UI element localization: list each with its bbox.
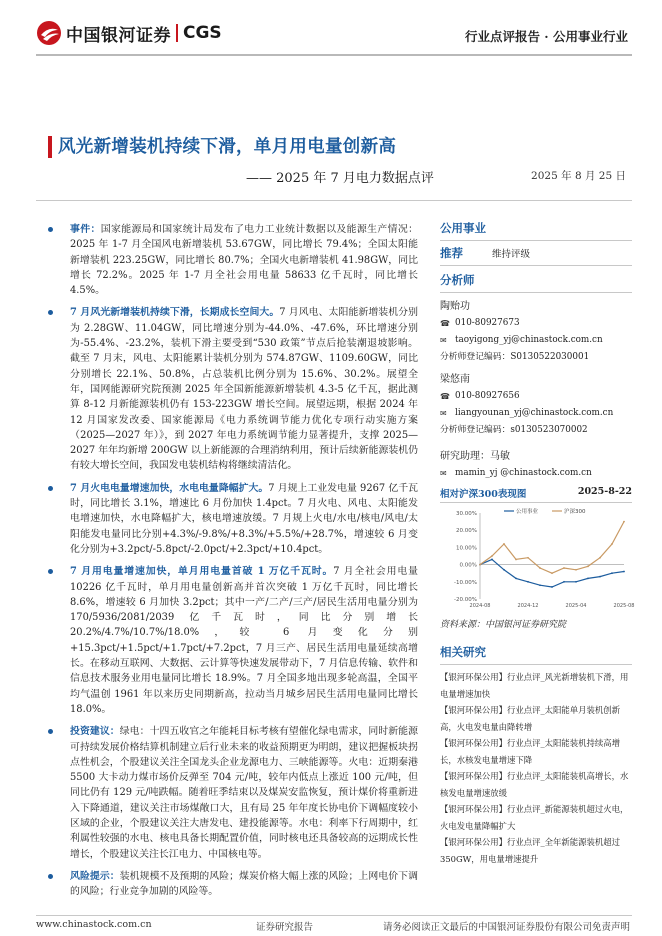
related-item[interactable]: 【银河环保公用】行业点评_太阳能单月装机创新高，火电发电量由降转增 (440, 705, 621, 732)
series-line-csi300 (480, 522, 624, 574)
bullet-heading: 风险提示： (70, 870, 120, 882)
bullet-dot-icon (48, 729, 53, 734)
email-icon: ✉ (440, 409, 447, 418)
bullet-body: 装机规模不及预期的风险；煤炭价格大幅上涨的风险；上网电价下调的风险；行业竞争加剧的风险等。 (70, 870, 418, 898)
y-tick-label: 20.00% (456, 528, 477, 535)
related-item[interactable]: 【银河环保公用】行业点评_新能源装机超过火电，火电发电量降幅扩大 (440, 804, 629, 831)
chart-header (440, 486, 632, 500)
title-accent-bar (48, 136, 52, 158)
y-tick-label: 10.00% (456, 545, 477, 552)
data-point (623, 571, 625, 573)
x-tick-label: 2025-08 (613, 603, 635, 609)
data-point (539, 584, 541, 586)
data-point (527, 581, 529, 583)
footer-website[interactable]: www.chinastock.com.cn (36, 919, 152, 930)
bullet-body: 7 月风电、太阳能新增装机分别为 2.28GW、11.04GW，同比增速分别为-44.0%、-47.6%，环比增速分别为-55.4%、-23.2%，装机下滑主要受到“530 政策”节点后抢装潮退坡影响。截至 7 月末，风电、太阳能累计装机分别为 574.87GW、1109.60GW，同比分别增长 22.1%、50.8%，占总装机比例分别为 15.6%、30.2%。展望全年，国网能源研究院预测 2025 年全国新能源新增装机 4.3-5 亿千瓦，据此测算 8-12 月新能源装机仍有 153-223GW 增长空间。展望远期，根据 2024 年 12 月国家发改委、国家能源局《电力系统调节能力优化专项行动实施方案（2025—2027 年）》，到 2027 年电力系统调节能力显著提升，支撑 2025—2027 年年均新增 200GW 以上新能源的合理消纳利用，预计后续新能源装机仍有较大增长空间，我国发电装机结构将继续清洁化。 (70, 307, 418, 472)
sidebar (440, 220, 635, 867)
related-item[interactable]: 【银河环保公用】行业点评_风光新增装机下滑，用电量增速加快 (440, 672, 629, 699)
analyst-email[interactable]: ✉ liangyounan_yj@chinastock.com.cn (440, 405, 632, 422)
y-tick-label: -20.00% (454, 597, 477, 603)
performance-chart-svg (440, 503, 635, 615)
company-logo (36, 18, 222, 48)
related-list (440, 669, 632, 867)
rating-label: 推荐 (440, 246, 463, 260)
data-point (551, 586, 553, 588)
sidebar-divider (440, 265, 632, 266)
bullet-body: 7 月规上工业发电量 9267 亿千瓦时，同比增长 3.1%，增速比 6 月份加快 1.4pct。7 月火电、风电、太阳能发电增速加快，水电降幅扩大，核电增速放缓。7 月规上火电/水电/核电/风电/太阳能发电量同比分别+4.3%/-9.8%/+8.3%/+5.5%/+28.7%，增速较 6 月变化分别为+3.2pct/-5.8pct/-2.0pct/+2.3pct/+10.4pct。 (70, 482, 418, 555)
footer-disclaimer: 请务必阅读正文最后的中国银河证券股份有限公司免责声明 (382, 922, 630, 933)
legend-label: 沪深300 (564, 509, 586, 515)
email-icon: ✉ (440, 336, 447, 345)
y-tick-label: 0.00% (459, 562, 477, 569)
sidebar-divider (440, 292, 632, 293)
data-point (587, 565, 589, 567)
logo-mark-icon (36, 20, 62, 46)
related-heading: 相关研究 (440, 645, 486, 659)
chart-source: 资料来源：中国银河证券研究院 (440, 620, 567, 630)
bullet-dot-icon (48, 310, 53, 315)
data-point (503, 569, 505, 571)
bullet-investment (44, 724, 418, 862)
related-item[interactable]: 【银河环保公用】行业点评_太阳能装机高增长，水核发电量增速放缓 (440, 771, 629, 798)
assistant-email[interactable]: ✉ mamin_yj @chinastock.com.cn (440, 465, 632, 482)
report-date: 2025 年 8 月 25 日 (531, 170, 626, 182)
sidebar-divider (440, 664, 632, 665)
analyst-email[interactable]: ✉ taoyigong_yj@chinastock.com.cn (440, 332, 632, 349)
bullet-heading: 事件： (70, 224, 101, 235)
bullet-heading: 投资建议： (70, 726, 120, 738)
chart-title: 相对沪深300表现图 (440, 489, 527, 500)
y-tick-label: 30.00% (456, 511, 477, 517)
data-point (611, 572, 613, 574)
data-point (515, 559, 517, 561)
bullet-dot-icon (48, 486, 53, 491)
logo-text-en: CGS (183, 23, 222, 43)
data-point (623, 521, 625, 523)
assistant-name: 研究助理：马敏 (440, 451, 510, 462)
analyst-name: 梁悠南 (440, 374, 470, 385)
bullet-risk (44, 869, 418, 900)
bullet-dot-icon (48, 227, 53, 232)
bullet-wind-solar (44, 305, 418, 473)
data-point (611, 543, 613, 545)
bullet-body: 绿电：十四五收官之年能耗目标考核有望催化绿电需求，同时新能源可持续发展价格结算机制建立后行业未来的收益预期更为明朗，建议把握板块拐点性机会，个股建议关注全国龙头企业龙源电力、三峡能源等。火电：近期秦港 5500 大卡动力煤市场价反弹至 704 元/吨，较年内低点上涨近 100 元/吨，但同比仍有 129 元/吨跌幅。随着旺季结束以及煤炭安监恢复，预计煤价将重新进入下降通道，建议关注市场煤敞口大，且有局 25 年年度长协电价下调幅度较小区域的企业，个股建议关注大唐发电、建投能源等。水电：利率下行周期中，红利属性较强的水电、核电具备长期配置价值，同时核电还具备较高的远期成长性增长，个股建议关注长江电力、中国核电等。 (70, 726, 418, 860)
x-tick-label: 2025-04 (565, 603, 587, 609)
analyst-cert: 分析师登记编码：S0130522030001 (440, 352, 590, 362)
data-point (491, 559, 493, 561)
related-item[interactable]: 【银河环保公用】行业点评_太阳能装机持续高增长，水核发电量增速下降 (440, 738, 621, 765)
phone-icon: ☎ (440, 319, 450, 328)
summary-column (44, 222, 418, 906)
data-point (551, 572, 553, 574)
page-title: 风光新增装机持续下滑，单月用电量创新高 (58, 137, 397, 157)
x-tick-label: 2024-08 (469, 603, 491, 609)
data-point (575, 581, 577, 583)
footer-doc-type: 证券研究报告 (256, 922, 314, 933)
bullet-heading: 7 月火电电量增速加快，水电电量降幅扩大。 (70, 482, 269, 494)
logo-divider (176, 24, 178, 42)
footer-divider (36, 915, 632, 916)
bullet-consumption (44, 564, 418, 717)
bullet-heading: 7 月风光新增装机持续下滑，长期成长空间大。 (70, 307, 280, 319)
data-point (563, 581, 565, 583)
performance-chart (440, 503, 635, 615)
y-tick-label: -10.00% (454, 579, 477, 586)
data-point (539, 567, 541, 569)
email-icon: ✉ (440, 469, 447, 478)
title-divider (36, 200, 632, 201)
report-type: 行业点评报告 · 公用事业行业 (464, 29, 628, 44)
data-point (599, 576, 601, 578)
data-point (479, 564, 481, 566)
chart-date: 2025-8-22 (577, 486, 632, 497)
analyst-phone: ☎ 010-80927656 (440, 388, 632, 405)
data-point (503, 543, 505, 545)
analyst-name: 陶贻功 (440, 301, 470, 312)
bullet-event (44, 222, 418, 298)
logo-text-cn: 中国银河证券 (66, 25, 171, 46)
data-point (587, 577, 589, 579)
bullet-dot-icon (48, 569, 53, 574)
rating-row (440, 241, 632, 265)
analyst-phone: ☎ 010-80927673 (440, 315, 632, 332)
bullet-dot-icon (48, 874, 53, 879)
related-item[interactable]: 【银河环保公用】行业点评_全年新能源装机超过350GW，用电量增速提升 (440, 837, 621, 864)
analyst-cert: 分析师登记编码：s0130523070002 (440, 425, 588, 435)
data-point (599, 557, 601, 559)
bullet-thermal (44, 481, 418, 557)
header-divider (36, 54, 632, 56)
rating-value: 维持评级 (492, 249, 531, 260)
bullet-body: 7 月全社会用电量 10226 亿千瓦时，单月用电量创新高并首次突破 1 万亿千瓦时，同比增长 8.6%，增速较 6 月加快 3.2pct；其中一产/二产/三产/居民生活用电量分别为 170/5936/2081/2039 亿千瓦时，同比分别增长 20.2%/4.7%/10.7%/18.0%，较 6 月变化分别+15.3pct/+1.5pct/+1.7pct/+7.2pct，7 月三产、居民生活用电量延续高增长。在移动互联网、大数据、云计算等快速发展带动下，7 月信息传输、软件和信息技术服务业用电量同比增长 18.9%。7 月全国多地出现多轮高温，全国平均气温创 1961 年以来历史同期新高，拉动当月城乡居民生活用电量同比增长 18.0%。 (70, 566, 418, 715)
sector-label: 公用事业 (440, 221, 486, 235)
bullet-body: 国家能源局和国家统计局发布了电力工业统计数据以及能源生产情况：2025 年 1-7 月全国风电新增装机 53.67GW，同比增长 79.4%；全国太阳能新增装机 223.25GW，同比增长 80.7%；全国火电新增装机 41.98GW，同比增长 72.2%。2025 年 1-7 月全社会用电量 58633 亿千瓦时，同比增长 4.5%。 (70, 224, 418, 297)
data-point (563, 567, 565, 569)
phone-icon: ☎ (440, 392, 450, 401)
legend-label: 公用事业 (516, 509, 539, 515)
data-point (491, 555, 493, 557)
data-point (515, 577, 517, 579)
page-subtitle: —— 2025 年 7 月电力数据点评 (246, 171, 434, 186)
data-point (575, 569, 577, 571)
x-tick-label: 2024-12 (517, 603, 539, 609)
analyst-heading: 分析师 (440, 273, 475, 287)
data-point (527, 557, 529, 559)
bullet-heading: 7 月用电量增速加快，单月用电量首破 1 万亿千瓦时。 (70, 566, 334, 578)
